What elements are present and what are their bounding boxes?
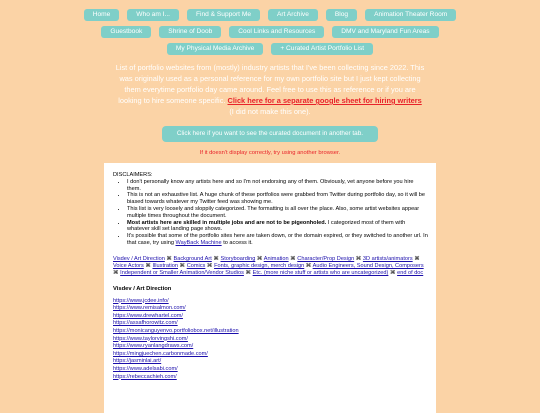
toc-link[interactable]: Animation	[263, 255, 289, 262]
disclaimer-bold: Most artists here are skilled in multiple jobs and are not to be pigeonholed.	[127, 219, 327, 226]
wayback-link[interactable]: WayBack Machine	[175, 239, 222, 246]
disclaimer-item: • I don't personally know any artists here and so I'm not endorsing any of them. Obviously, vet anyone before you hire them.	[127, 179, 428, 193]
toc-link[interactable]: Illustration	[152, 262, 178, 269]
disclaimer-list	[113, 179, 428, 247]
nav-shrine-button[interactable]: Shrine of Doob	[159, 26, 221, 38]
nav-row-2	[0, 26, 540, 38]
nav-who-am-i-button[interactable]: Who am I...	[127, 9, 179, 21]
portfolio-link[interactable]: https://rebeccachieh.com/	[113, 373, 177, 380]
nav-art-archive-button[interactable]: Art Archive	[268, 9, 318, 21]
toc-link[interactable]: 3D artists/animators	[362, 255, 413, 262]
portfolio-link[interactable]: https://monicanguyenvo.portfoliobox.net/illustration	[113, 327, 239, 334]
disclaimer-last-tail: to access it.	[221, 239, 253, 246]
portfolio-link[interactable]: https://assafhorowitz.com/	[113, 320, 178, 327]
disclaimer-title: DISCLAIMERS:	[113, 172, 153, 178]
portfolio-link[interactable]: https://www.jcdee.info/	[113, 297, 169, 304]
hiring-writers-link[interactable]: Click here for a separate google sheet for hiring writers	[227, 96, 422, 105]
toc-link[interactable]: end of doc	[397, 269, 424, 276]
nav-curated-portfolio-button[interactable]: + Curated Artist Portfolio List	[271, 43, 373, 55]
nav-row-1	[0, 9, 540, 21]
toc-link[interactable]: Visdev / Art Direction	[113, 255, 165, 262]
intro-tail: (I did not make this one).	[229, 107, 311, 116]
nav-cool-links-button[interactable]: Cool Links and Resources	[229, 26, 324, 38]
disclaimer-item	[127, 233, 428, 247]
disclaimer-rest: I categorized most of them with whatever skill set landing page shows.	[127, 219, 406, 233]
portfolio-link[interactable]: https://mingjuechen.carbonmade.com/	[113, 350, 208, 357]
toc-link[interactable]: Fonts, graphic design, merch design	[214, 262, 305, 269]
disclaimer-last: It's possible that some of the portfolio sites here are taken down, or the domain expired, or they switched to another url. In that case, try using	[127, 233, 428, 246]
portfolio-link[interactable]: https://www.drewhartel.com/	[113, 312, 183, 319]
table-of-contents: Visdev / Art Direction ⌘ Background Art ⌘ Storyboarding ⌘ Animation ⌘ Character/Prop Design ⌘ 3D artists/animators ⌘ Voice Actors ⌘ Illustration ⌘ Comics ⌘ Fonts, graphic design, merch design ⌘ Audio Engineers, Sound Design, Composers ⌘ Independent or Smaller Animation/Vendor Studios ⌘ Etc. (more niche stuff or artists who are uncategorized) ⌘ end of doc	[113, 255, 424, 276]
portfolio-link[interactable]: https://www.remisalmon.com/	[113, 305, 186, 312]
nav-row-3	[0, 43, 540, 55]
toc-link[interactable]: Independent or Smaller Animation/Vendor Studios	[120, 269, 244, 276]
browser-note: If it doesn't display correctly, try using another browser.	[199, 150, 341, 156]
disclaimer-item: • This list is very loosely and sloppily categorized. The formatting is all over the place. Also, some artist websites appear multiple times throughout the document.	[127, 206, 428, 220]
open-document-button[interactable]: Click here if you want to see the curated document in another tab.	[162, 126, 378, 142]
intro-text	[115, 62, 425, 117]
disclaimer-item: • This is not an exhaustive list. A huge chunk of these portfolios were grabbed from Twitter during portfolio day, so it will be biased towards whatever my Twitter feed was showing me.	[127, 192, 428, 206]
toc-link[interactable]: Comics	[186, 262, 206, 269]
nav-animation-theater-button[interactable]: Animation Theater Room	[365, 9, 456, 21]
portfolio-link[interactable]: https://www.adelsabi.com/	[113, 365, 178, 372]
portfolio-link[interactable]: https://jasminlai.art/	[113, 358, 162, 365]
toc-link[interactable]: Audio Engineers, Sound Design, Composers	[312, 262, 424, 269]
nav-dmv-button[interactable]: DMV and Maryland Fun Areas	[332, 26, 438, 38]
nav-find-support-button[interactable]: Find & Support Me	[187, 9, 260, 21]
nav-home-button[interactable]: Home	[84, 9, 120, 21]
nav-physical-media-button[interactable]: My Physical Media Archive	[167, 43, 263, 55]
url-list	[113, 298, 428, 382]
intro-body: List of portfolio websites from (mostly) industry artists that I've been collecting since 2022. This was originally used as a personal reference for my own portfolio site but I just kept collecting them everytime portfolio day came around. Feel free to use this as reference or if you are looking to hire someone specific.	[115, 63, 425, 105]
toc-link[interactable]: Storyboarding	[220, 255, 256, 262]
nav-blog-button[interactable]: Blog	[326, 9, 357, 21]
toc-link[interactable]: Background Art	[173, 255, 212, 262]
nav-guestbook-button[interactable]: Guestbook	[101, 26, 151, 38]
portfolio-link[interactable]: https://www.taylorvingshi.com/	[113, 335, 188, 342]
toc-link[interactable]: Character/Prop Design	[297, 255, 355, 262]
embedded-document[interactable]	[104, 163, 436, 413]
portfolio-link[interactable]: https://www.ryanlangdraws.com/	[113, 343, 194, 350]
section-title: Visdev / Art Direction	[113, 285, 172, 292]
toc-link[interactable]: Etc. (more niche stuff or artists who are uncategorized)	[252, 269, 389, 276]
toc-link[interactable]: Voice Actors	[113, 262, 144, 269]
disclaimer-item	[127, 220, 428, 234]
